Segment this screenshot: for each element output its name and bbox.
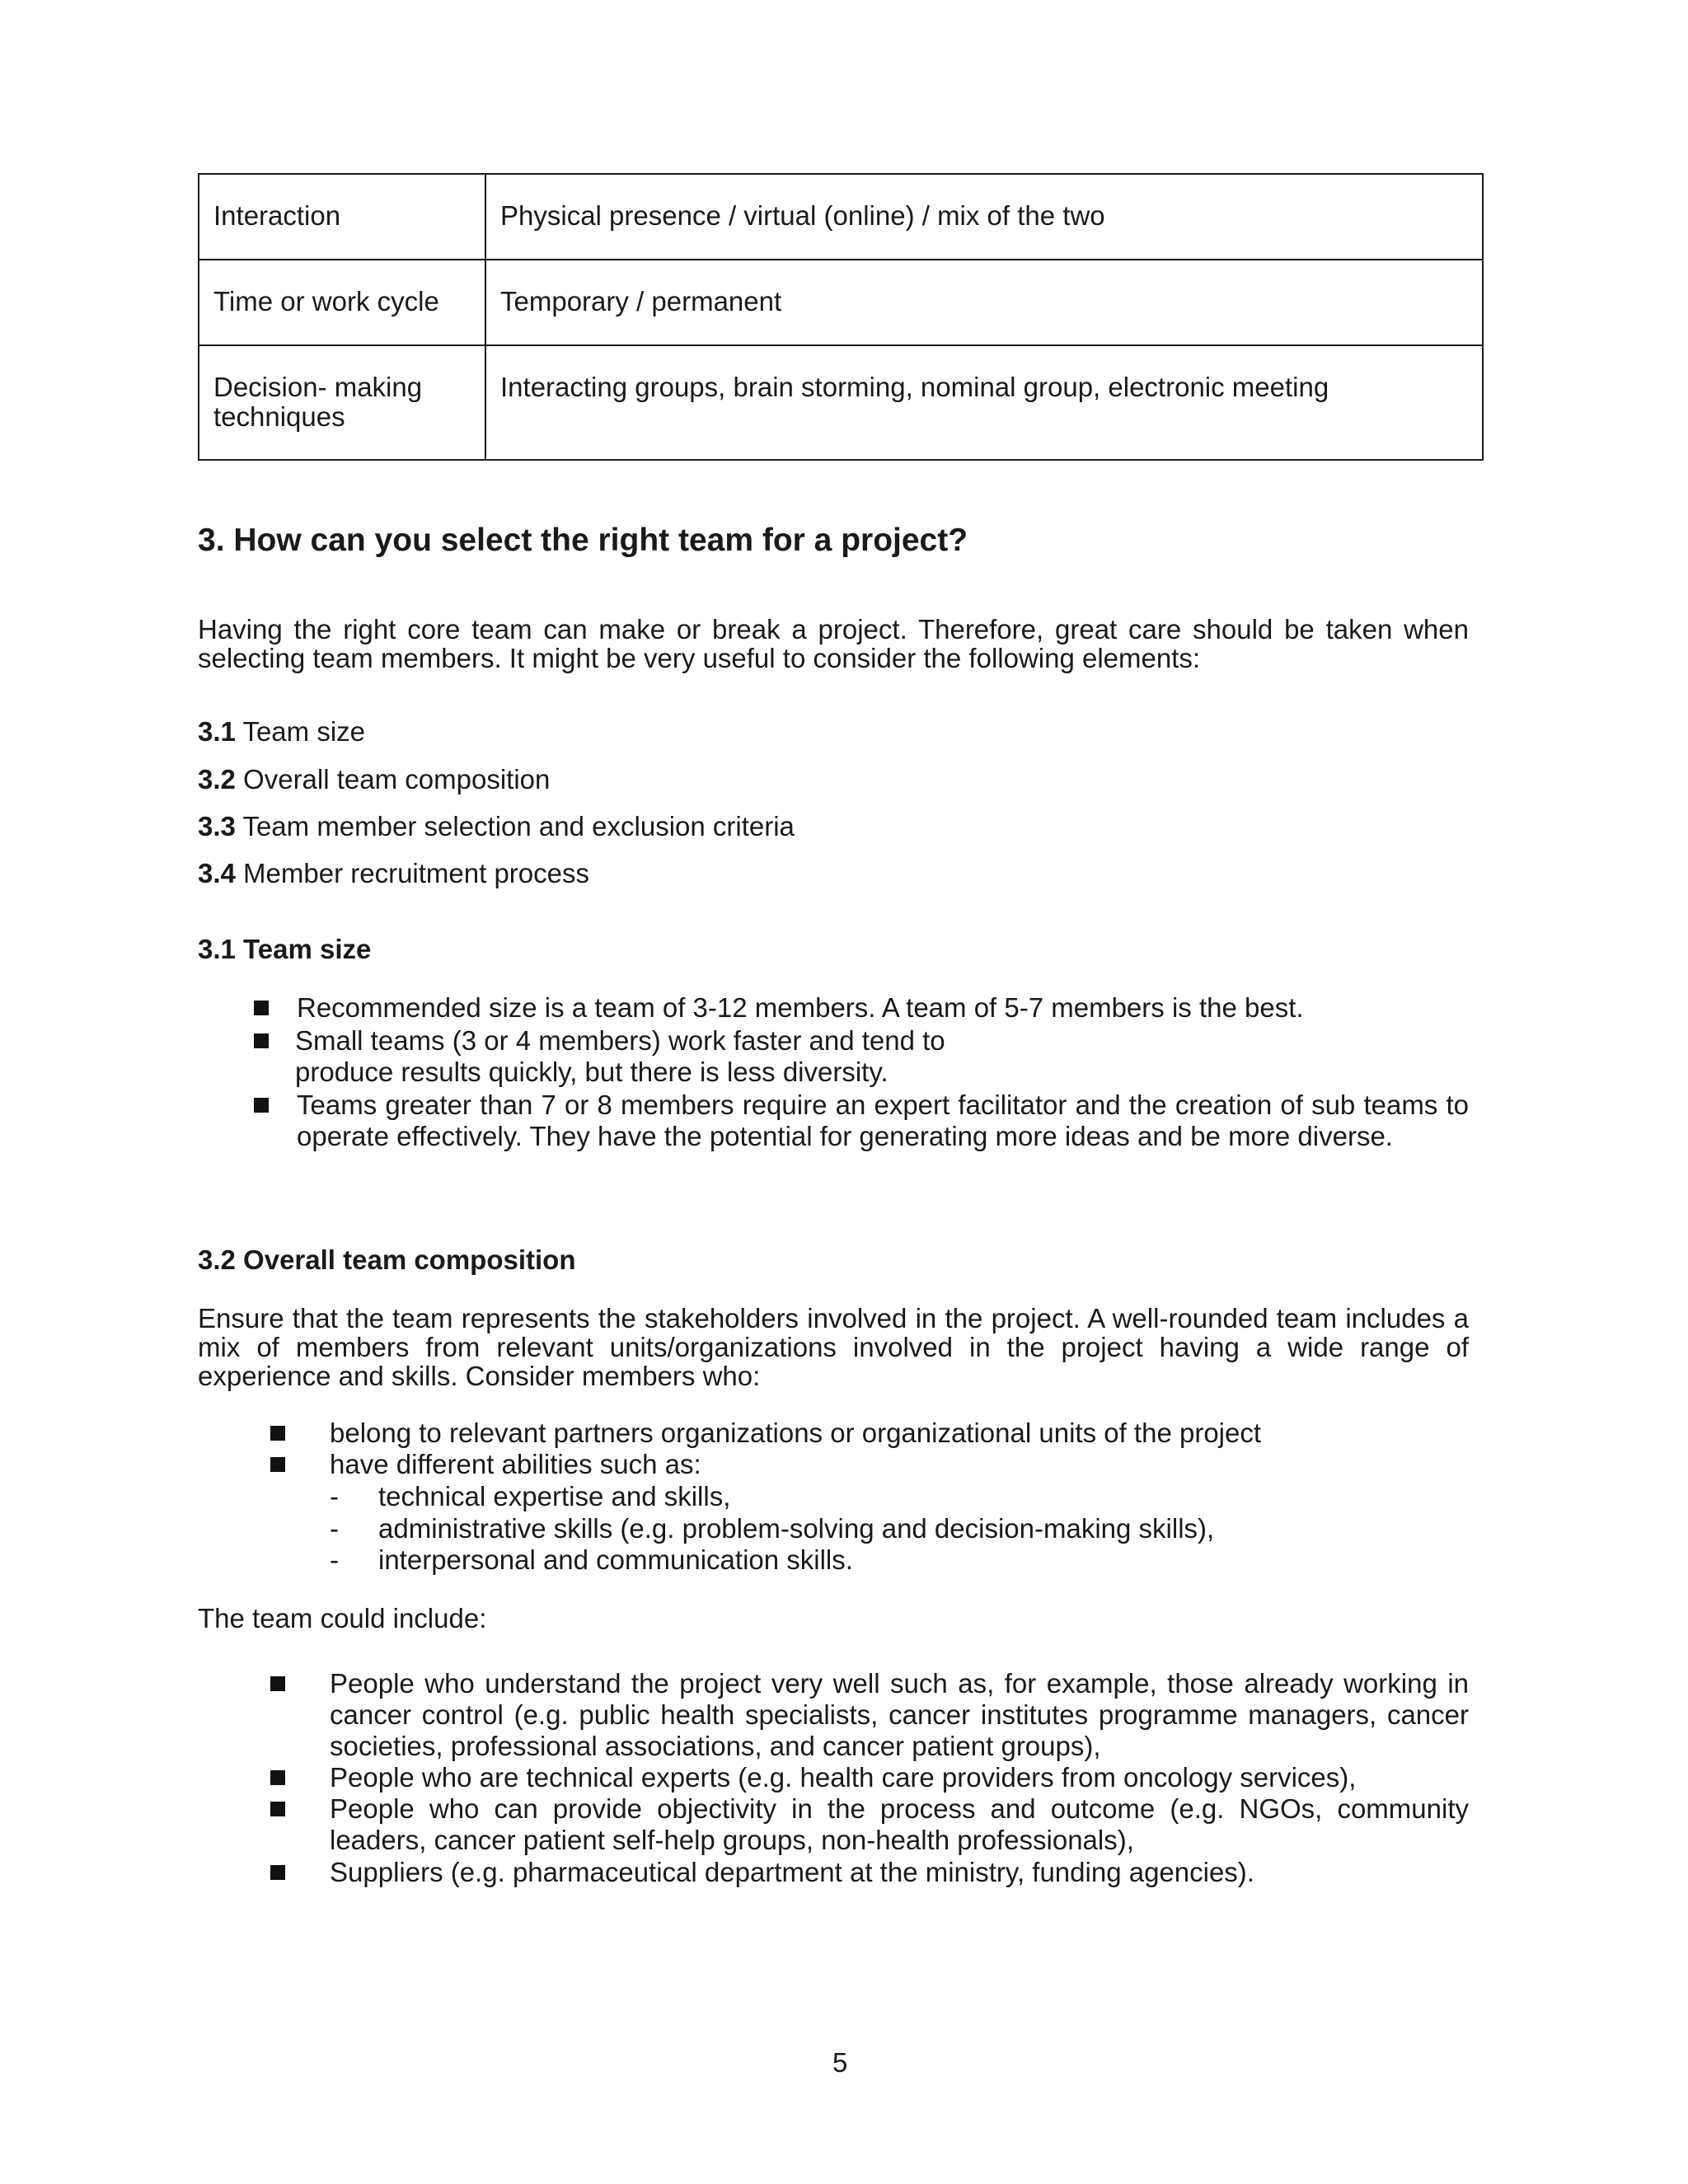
sub-list-item: technical expertise and skills,: [378, 1481, 731, 1511]
dash-marker: -: [330, 1513, 339, 1544]
list-item: [198, 1418, 1484, 1451]
square-bullet-icon: [270, 1676, 285, 1691]
section-heading: 3. How can you select the right team for a project?: [198, 523, 968, 558]
square-bullet-icon: [270, 1426, 285, 1441]
toc-item: [198, 765, 550, 794]
toc-number: 3.1: [198, 716, 236, 747]
toc-item: [198, 859, 589, 888]
team-attributes-table: [198, 173, 1484, 461]
list-item: [198, 1793, 1484, 1858]
list-item: [198, 1449, 1484, 1482]
list-item: [198, 1857, 1484, 1890]
section-intro: Having the right core team can make or break a project. Therefore, great care should be taken when selecting team members. It might be very useful to consider the following elements:: [198, 614, 1469, 673]
subsection-heading-composition: 3.2 Overall team composition: [198, 1244, 576, 1275]
list-item: [198, 1762, 1484, 1795]
table-cell-label: Time or work cycle: [199, 260, 485, 345]
table-cell-label: Interaction: [199, 174, 485, 260]
toc-label: Team size: [242, 716, 366, 747]
dash-marker: -: [330, 1481, 339, 1511]
table-cell-value: Temporary / permanent: [485, 260, 1483, 345]
sub-list-item: administrative skills (e.g. problem-solving and decision-making skills),: [378, 1513, 1215, 1544]
list-item: [198, 1025, 1484, 1091]
square-bullet-icon: [270, 1457, 285, 1472]
square-bullet-icon: [254, 1098, 269, 1113]
square-bullet-icon: [270, 1770, 285, 1785]
team-include-intro: The team could include:: [198, 1603, 487, 1633]
list-item-text: Suppliers (e.g. pharmaceutical department at the ministry, funding agencies).: [330, 1857, 1254, 1887]
table-cell-value: Physical presence / virtual (online) / mix of the two: [485, 174, 1483, 260]
list-item-text: People who understand the project very well such as, for example, those already working in cancer control (e.g. public health specialists, cancer institutes programme managers, cancer societies, professional associations, and cancer patient groups),: [330, 1668, 1469, 1761]
list-item-text: Recommended size is a team of 3-12 members. A team of 5-7 members is the best.: [297, 992, 1304, 1023]
list-item-text: People who are technical experts (e.g. health care providers from oncology services),: [330, 1762, 1357, 1793]
list-item: [198, 1668, 1484, 1762]
toc-label: Team member selection and exclusion criteria: [242, 811, 795, 841]
list-item: [198, 1090, 1484, 1188]
toc-number: 3.2: [198, 764, 236, 794]
square-bullet-icon: [254, 1001, 269, 1015]
square-bullet-icon: [270, 1865, 285, 1880]
table-row: [199, 345, 1483, 460]
list-item-text: People who can provide objectivity in the process and outcome (e.g. NGOs, community leaders, cancer patient self-help groups, non-health professionals),: [330, 1793, 1469, 1855]
square-bullet-icon: [270, 1802, 285, 1816]
toc-item: [198, 717, 365, 747]
list-item-text: belong to relevant partners organizations or organizational units of the project: [330, 1418, 1262, 1448]
list-item-text: have different abilities such as:: [330, 1449, 701, 1479]
sub-list-item: interpersonal and communication skills.: [378, 1544, 853, 1575]
table-cell-value: Interacting groups, brain storming, nominal group, electronic meeting: [485, 345, 1483, 460]
composition-intro: Ensure that the team represents the stakeholders involved in the project. A well-rounded team includes a mix of members from relevant units/organizations involved in the project having a wide range of experience and skills. Consider members who:: [198, 1303, 1469, 1391]
list-item-text: Small teams (3 or 4 members) work faster and tend to produce results quickly, but there is less diversity.: [295, 1025, 945, 1087]
table-cell-label: Decision- making techniques: [199, 345, 485, 460]
toc-label: Member recruitment process: [243, 858, 590, 888]
page-number: 5: [832, 2047, 848, 2078]
toc-number: 3.3: [198, 811, 236, 841]
subsection-heading-team-size: 3.1 Team size: [198, 934, 372, 964]
toc-item: [198, 812, 795, 841]
square-bullet-icon: [254, 1033, 269, 1048]
toc-number: 3.4: [198, 858, 236, 888]
toc-label: Overall team composition: [243, 764, 551, 794]
dash-marker: -: [330, 1544, 339, 1575]
list-item-text: Teams greater than 7 or 8 members require an expert facilitator and the creation of sub teams to operate effectively. They have the potential for generating more ideas and be more diverse.: [297, 1090, 1469, 1151]
list-item: [198, 992, 1484, 1025]
table-row: [199, 174, 1483, 260]
table-row: [199, 260, 1483, 345]
